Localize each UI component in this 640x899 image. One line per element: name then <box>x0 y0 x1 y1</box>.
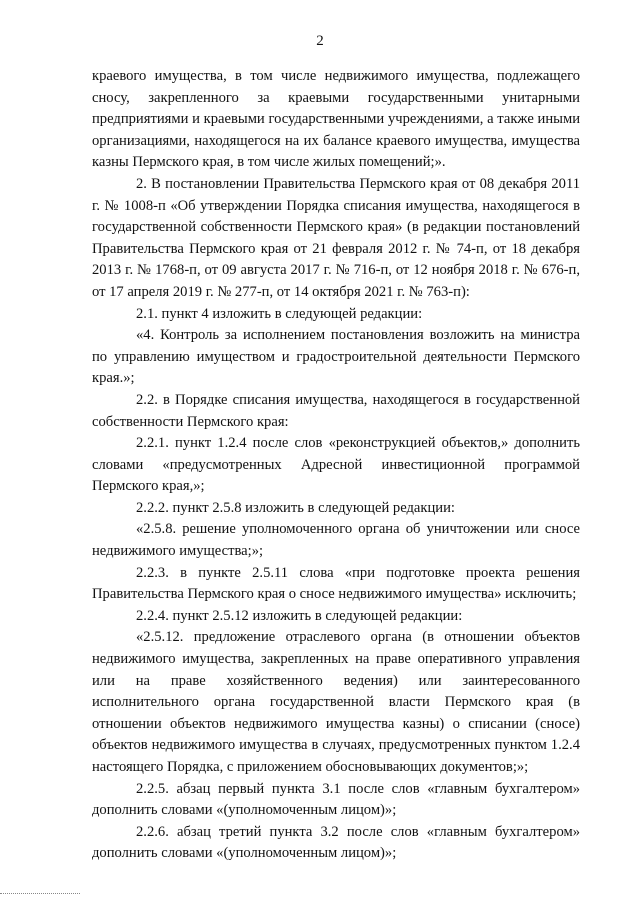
paragraph-item-2: 2. В постановлении Правительства Пермского края от 08 декабря 2011 г. № 1008-п «Об утверждении Порядка списания имущества, находящегося в государственной собственности Пермского края» (в редакции постановлений Правительства Пермского края от 21 февраля 2012 г. № 74-п, от 18 декабря 2013 г. № 1768-п, от 09 августа 2017 г. № 716-п, от 12 ноября 2018 г. № 676-п, от 17 апреля 2019 г. № 277-п, от 14 октября 2021 г. № 763-п): <box>92 175 580 300</box>
paragraph-quote-4: «4. Контроль за исполнением постановления возложить на министра по управлению имуществом и градостроительной деятельности Пермского края.»; <box>92 327 580 387</box>
paragraph-quote-2-5-8: «2.5.8. решение уполномоченного органа об уничтожении или сносе недвижимого имущества;»; <box>92 521 580 560</box>
paragraph-quote-2-5-12: «2.5.12. предложение отраслевого органа (в отношении объектов недвижимого имущества, закрепленных на праве оперативного управления или на праве хозяйственного ведения) или заинтересованного исполнительного органа государственной власти Пермского края (в отношении объектов недвижимого имущества казны) о списании (сносе) объектов недвижимого имущества в случаях, предусмотренных пунктом 1.2.4 настоящего Порядка, с приложением обосновывающих документов;»; <box>92 629 580 775</box>
document-body <box>92 66 580 865</box>
paragraph-item-2-2-2: 2.2.2. пункт 2.5.8 изложить в следующей редакции: <box>136 499 455 516</box>
paragraph-item-2-1: 2.1. пункт 4 изложить в следующей редакции: <box>136 305 423 322</box>
paragraph-item-2-2-5: 2.2.5. абзац первый пункта 3.1 после слов «главным бухгалтером» дополнить словами «(уполномоченным лицом)»; <box>92 780 580 819</box>
paragraph-item-2-2-6: 2.2.6. абзац третий пункта 3.2 после слов «главным бухгалтером» дополнить словами «(уполномоченным лицом)»; <box>92 823 580 862</box>
paragraph-item-2-2-1: 2.2.1. пункт 1.2.4 после слов «реконструкцией объектов,» дополнить словами «предусмотренных Адресной инвестиционной программой Пермского края,»; <box>92 435 580 495</box>
paragraph-continuation: краевого имущества, в том числе недвижимого имущества, подлежащего сносу, закрепленного за краевыми государственными унитарными предприятиями и краевыми государственными учреждениями, а также иными организациями, находящегося на их балансе краевого имущества, имущества казны Пермского края, в том числе жилых помещений;». <box>92 68 580 171</box>
paragraph-item-2-2-4: 2.2.4. пункт 2.5.12 изложить в следующей редакции: <box>136 607 463 624</box>
page-number: 2 <box>316 33 324 49</box>
paragraph-item-2-2-3: 2.2.3. в пункте 2.5.11 слова «при подготовке проекта решения Правительства Пермского края о сносе недвижимого имущества» исключить; <box>92 564 580 603</box>
paragraph-item-2-2: 2.2. в Порядке списания имущества, находящегося в государственной собственности Пермского края: <box>92 391 580 430</box>
scan-edge-mark <box>0 893 80 895</box>
